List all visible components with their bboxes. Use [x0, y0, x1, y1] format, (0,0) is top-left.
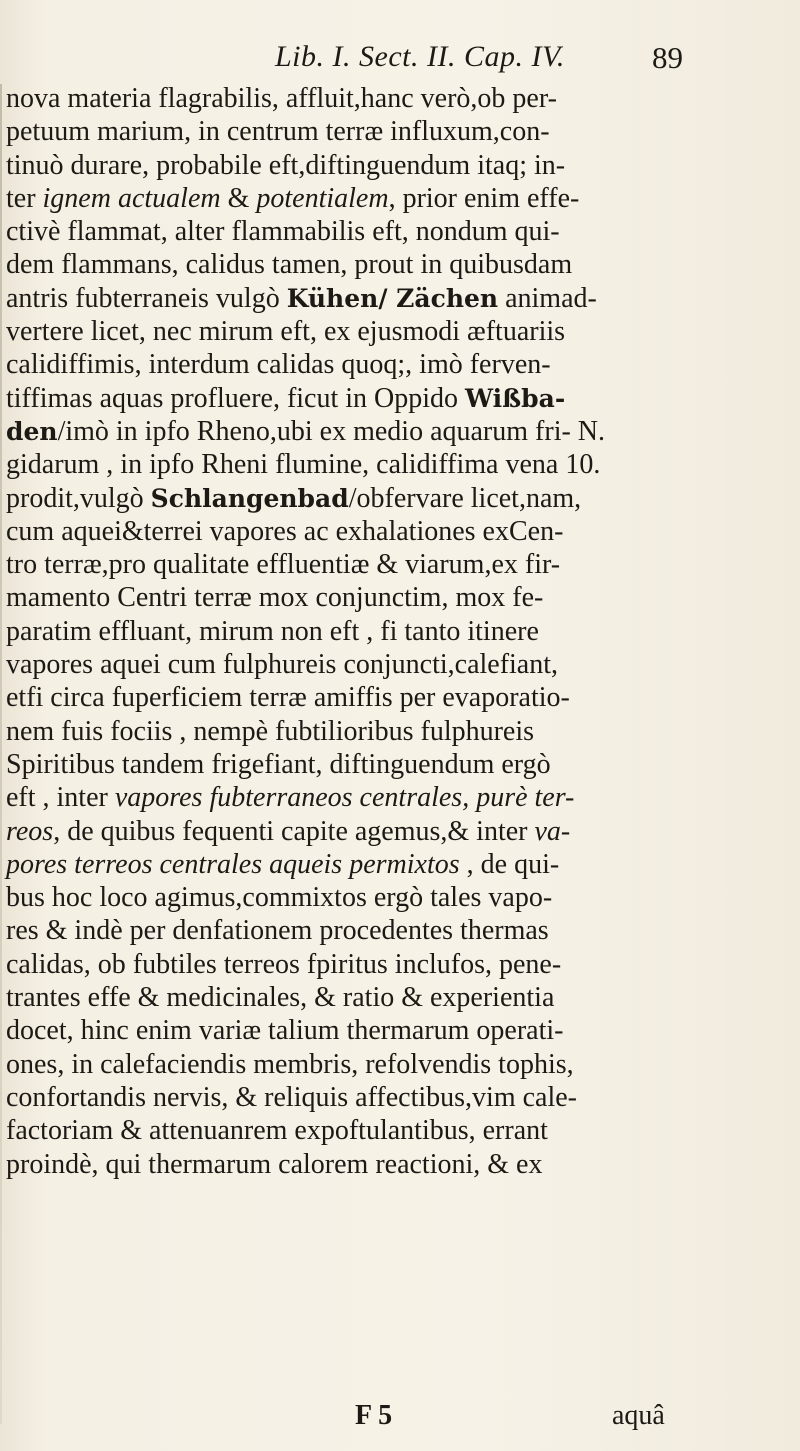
text-line: [6, 981, 800, 1014]
text-line: [6, 715, 800, 748]
text-line: [6, 282, 800, 315]
signature-mark: F 5: [355, 1400, 393, 1431]
text-segment: ter: [6, 182, 43, 214]
text-line: [6, 1048, 800, 1081]
text-segment: mamento Centri terræ mox conjunctim, mox fe-: [6, 582, 544, 614]
text-segment: dem flammans, calidus tamen, prout in quibusdam: [6, 249, 573, 281]
italic-segment: va-: [534, 815, 571, 847]
text-segment: Spiritibus tandem frigefiant, diftinguendum ergò: [6, 748, 551, 780]
text-segment: , de qui-: [459, 848, 560, 880]
text-line: [6, 1114, 800, 1147]
text-line: [6, 1081, 800, 1114]
text-segment: calidiffimis, interdum calidas quoq;, imò ferven-: [6, 349, 551, 381]
text-segment: petuum marium, in centrum terræ influxum,con-: [6, 116, 550, 148]
text-line: [6, 182, 800, 215]
text-segment: paratim effluant, mirum non eft , fi tanto itinere: [6, 615, 539, 647]
text-segment: confortandis nervis, & reliquis affectibus,vim cale-: [6, 1081, 577, 1113]
text-segment: animad-: [498, 282, 597, 314]
italic-segment: pores terreos centrales aqueis permixtos: [6, 848, 460, 880]
catchword: aquâ: [612, 1400, 665, 1431]
italic-segment: reos: [6, 815, 54, 847]
page-footer: [0, 1400, 800, 1440]
page-edge-shadow: [0, 84, 2, 1424]
text-segment: res & indè per denfationem procedentes thermas: [6, 915, 549, 947]
text-segment: prodit,vulgò: [6, 482, 151, 514]
italic-segment: potentialem: [256, 182, 389, 214]
text-line: [6, 648, 800, 681]
blackletter-segment: Wißba-: [465, 383, 566, 413]
text-line: [6, 681, 800, 714]
text-line: [6, 82, 800, 115]
text-line: [6, 115, 800, 148]
text-segment: gidarum , in ipfo Rheni flumine, calidiffima vena 10.: [6, 449, 601, 481]
text-segment: nem fuis fociis , nempè fubtilioribus fulphureis: [6, 715, 535, 747]
text-segment: eft , inter: [6, 782, 115, 814]
text-line: [6, 448, 800, 481]
text-line: [6, 315, 800, 348]
blackletter-segment: Kühen/ Zächen: [286, 283, 499, 313]
text-segment: &: [220, 182, 257, 214]
blackletter-segment: den: [6, 416, 58, 446]
blackletter-segment: Schlangenbad: [150, 483, 349, 513]
text-segment: bus hoc loco agimus,commixtos ergò tales vapo-: [6, 882, 553, 914]
italic-segment: vapores fubterraneos centrales, purè ter-: [114, 782, 575, 814]
text-line: [6, 248, 800, 281]
page-number: 89: [652, 40, 683, 75]
text-segment: tiffimas aquas profluere, ficut in Oppido: [6, 382, 466, 414]
text-segment: etfi circa fuperficiem terræ amiffis per evaporatio-: [6, 682, 570, 714]
text-line: [6, 382, 800, 415]
text-segment: ones, in calefaciendis membris, refolvendis tophis,: [6, 1048, 574, 1080]
text-segment: vapores aquei cum fulphureis conjuncti,calefiant,: [6, 649, 559, 681]
text-line: [6, 415, 800, 448]
text-line: [6, 215, 800, 248]
text-segment: proindè, qui thermarum calorem reactioni, & ex: [6, 1148, 543, 1180]
running-head: [0, 40, 800, 80]
running-title: Lib. I. Sect. II. Cap. IV.: [275, 40, 565, 73]
text-line: [6, 482, 800, 515]
text-segment: factoriam & attenuanrem expoftulantibus, errant: [6, 1115, 548, 1147]
text-line: [6, 848, 800, 881]
text-line: [6, 149, 800, 182]
text-line: [6, 348, 800, 381]
text-segment: trantes effe & medicinales, & ratio & experientia: [6, 982, 555, 1014]
text-segment: tinuò durare, probabile eft,diftinguendum itaq; in-: [6, 149, 566, 181]
text-line: [6, 881, 800, 914]
text-segment: /obfervare licet,nam,: [348, 482, 582, 514]
italic-segment: ignem actualem: [42, 182, 221, 214]
text-line: [6, 948, 800, 981]
text-segment: ctivè flammat, alter flammabilis eft, nondum qui-: [6, 216, 560, 248]
text-line: [6, 781, 800, 814]
body-text: [6, 82, 800, 1181]
text-line: [6, 748, 800, 781]
text-line: [6, 914, 800, 947]
text-segment: cum aquei&terrei vapores ac exhalationes exCen-: [6, 515, 564, 547]
text-segment: docet, hinc enim variæ talium thermarum operati-: [6, 1015, 564, 1047]
text-segment: vertere licet, nec mirum eft, ex ejusmodi æftuariis: [6, 316, 566, 348]
text-segment: tro terræ,pro qualitate effluentiæ & viarum,ex fir-: [6, 549, 561, 581]
text-segment: /imò in ipfo Rheno,ubi ex medio aquarum fri- N.: [57, 415, 606, 447]
text-line: [6, 1148, 800, 1181]
text-line: [6, 515, 800, 548]
text-line: [6, 548, 800, 581]
text-line: [6, 615, 800, 648]
text-line: [6, 1014, 800, 1047]
text-segment: antris fubterraneis vulgò: [6, 282, 287, 314]
text-segment: , de quibus fequenti capite agemus,& inter: [53, 815, 535, 847]
text-line: [6, 815, 800, 848]
text-segment: , prior enim effe-: [388, 182, 580, 214]
text-line: [6, 581, 800, 614]
text-segment: nova materia flagrabilis, affluit,hanc verò,ob per-: [6, 83, 557, 114]
text-segment: calidas, ob fubtiles terreos fpiritus inclufos, pene-: [6, 948, 562, 980]
